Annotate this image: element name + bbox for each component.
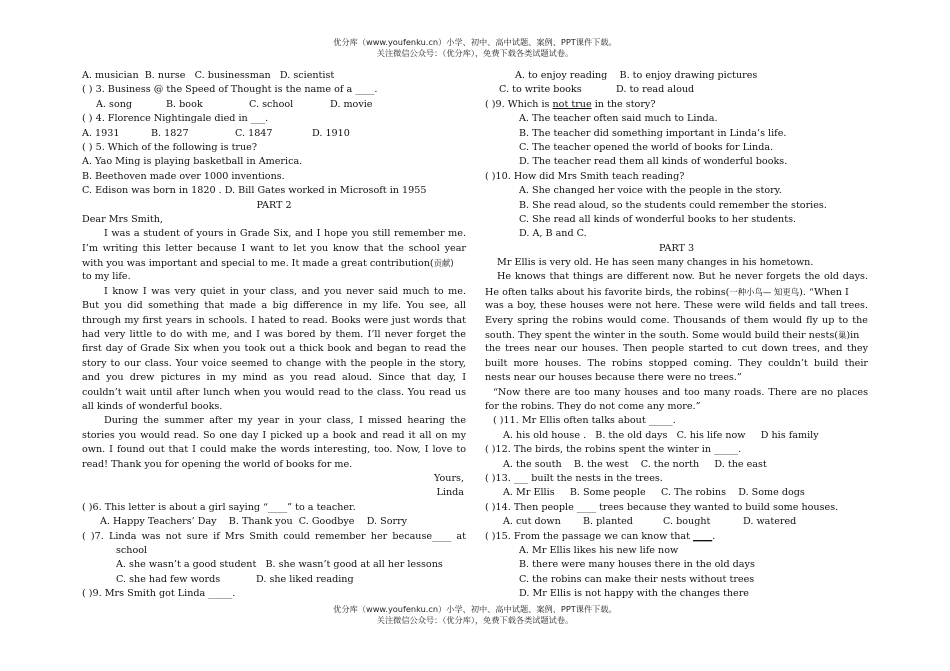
q8-option-d: D. to read aloud xyxy=(616,84,695,96)
left-column xyxy=(82,69,466,601)
q15-blank: ____ xyxy=(693,530,713,542)
q9-stem-underlined: not true xyxy=(552,98,592,110)
q2-option-a: A. musician xyxy=(82,70,139,81)
header-line-2: 关注微信公众号：（优分库），免费下载各类试题试卷。 xyxy=(376,48,574,58)
q14-options xyxy=(485,515,868,529)
letter-p1-line-3 xyxy=(82,256,466,270)
passage-p2-line-5-text: south. They spent the winter in the south. Some would build their nests( xyxy=(485,330,838,342)
q11-option-a: A. his old house . xyxy=(503,429,587,441)
letter-p1-line-3-text: with you was important and special to me. It made a great contribution( xyxy=(82,258,434,270)
letter-p2-line-1: I know I was very quiet in your class, and you never said much to me. xyxy=(104,285,466,297)
q7-option-a: A. she wasn’t a good student xyxy=(116,559,257,571)
q3-stem: ( ) 3. Business @ the Speed of Thought is the name of a ____. xyxy=(82,84,378,96)
q4-option-a: A. 1931 xyxy=(82,127,120,139)
q12-option-b: B. the west xyxy=(573,458,629,470)
q5-option-a: A. Yao Ming is playing basketball in America. xyxy=(82,156,303,168)
q4-stem: ( ) 4. Florence Nightingale died in ___. xyxy=(82,113,269,125)
q6-option-a: A. Happy Teachers’ Day xyxy=(100,516,217,528)
page-footer xyxy=(0,604,950,626)
letter-p2-line-9: all kinds of wonderful books. xyxy=(82,400,223,412)
q5-stem: ( ) 5. Which of the following is true? xyxy=(82,141,258,153)
passage-p2-line-8: nests near our houses because there were no trees.” xyxy=(485,372,742,384)
q8-stem: ( )9. Mrs Smith got Linda _____. xyxy=(82,588,236,600)
q7-option-d: D. she liked reading xyxy=(256,573,354,585)
q6-option-d: D. Sorry xyxy=(366,516,408,528)
q7-options-cd xyxy=(82,573,466,587)
letter-p2-line-7: and you drew pictures in my mind as you read aloud. Since that day, I xyxy=(82,372,466,384)
passage-p3-line-1: “Now there are too many houses and too many roads. There are no places xyxy=(493,386,868,398)
q8-option-b: B. to enjoy drawing pictures xyxy=(619,70,758,81)
letter-p1-line-1: I was a student of yours in Grade Six, and I hope you still remember me. xyxy=(104,228,466,240)
q9-option-a: A. The teacher often said much to Linda. xyxy=(519,113,718,125)
q15-stem-pre: ( )15. From the passage we can know that xyxy=(485,530,694,542)
right-column xyxy=(485,69,868,601)
q15-stem-post: . xyxy=(712,530,716,542)
letter-p3-line-4: read! Thank you for opening the world of books for me. xyxy=(82,458,353,470)
q12-option-d: D. the east xyxy=(714,458,767,470)
q7-option-b: B. she wasn’t good at all her lessons xyxy=(265,559,443,571)
letter-p2-line-5: first day of Grade Six when you took out a thick book and began to read the xyxy=(82,343,466,355)
contribution-gloss: 贡献) xyxy=(433,258,454,269)
passage-p2-line-5 xyxy=(485,328,868,342)
letter-p1-line-4: to my life. xyxy=(82,271,131,283)
q13-option-c: C. The robins xyxy=(660,487,727,499)
passage-p1: Mr Ellis is very old. He has seen many changes in his hometown. xyxy=(497,257,814,269)
q12-option-a: A. the south xyxy=(503,458,562,470)
q6-option-b: B. Thank you xyxy=(228,516,293,528)
q3-option-b: B. book xyxy=(166,98,203,110)
letter-p2-line-8: couldn’t wait until after lunch when you would read to the class. You read us xyxy=(82,386,466,398)
passage-p2-line-5-tail: )in xyxy=(846,330,860,342)
q8-options-cd xyxy=(485,83,868,97)
q13-options xyxy=(485,486,868,500)
q8-option-c: C. to write books xyxy=(499,84,582,96)
q14-option-d: D. watered xyxy=(743,516,797,528)
q8-option-a: A. to enjoy reading xyxy=(515,70,608,81)
q13-option-d: D. Some dogs xyxy=(738,487,805,499)
letter-p1-line-2: I’m writing this letter because I want to let you know that the school year xyxy=(82,242,466,254)
passage-p2-line-2-tail: ). “When I xyxy=(799,286,849,298)
q15-option-d: D. Mr Ellis is not happy with the changes there xyxy=(519,588,749,600)
q10-option-c: C. She read all kinds of wonderful books to her students. xyxy=(519,213,797,225)
q6-option-c: C. Goodbye xyxy=(298,516,355,528)
robin-gloss: 一种小鸟— 知更鸟 xyxy=(729,286,800,297)
q2-option-c: C. businessman xyxy=(194,70,271,81)
letter-p2-line-6: story to our class. Your voice seemed to change with the people in the story, xyxy=(82,357,466,369)
q10-option-b: B. She read aloud, so the students could remember the stories. xyxy=(519,199,827,211)
footer-line-1: 优分库（www.youfenku.cn）小学、初中、高中试题、案例、PPT课件下载。 xyxy=(333,604,617,614)
q10-option-d: D. A, B and C. xyxy=(519,228,587,240)
q3-option-d: D. movie xyxy=(330,98,373,110)
q10-stem: ( )10. How did Mrs Smith teach reading? xyxy=(485,170,685,182)
q7-stem: ( )7. Linda was not sure if Mrs Smith could remember her because____ at xyxy=(82,530,466,542)
q14-option-c: C. bought xyxy=(663,516,711,528)
q7-stem-cont: school xyxy=(116,544,148,556)
passage-p2-line-6: the trees near our houses. Then people started to cut down trees, and they xyxy=(485,343,868,355)
passage-p3-line-2: for the robins. They do not come any more.” xyxy=(485,400,701,412)
passage-p2-line-2-text: He often talks about his favorite birds, the robins( xyxy=(485,286,730,298)
q11-options xyxy=(485,429,868,443)
q9-option-c: C. The teacher opened the world of books for Linda. xyxy=(519,141,774,153)
q4-options xyxy=(82,127,466,141)
q6-stem: ( )6. This letter is about a girl saying “____” to a teacher. xyxy=(82,501,356,513)
passage-p2-line-3: was a boy, these houses were not here. These were wild fields and tall trees. xyxy=(485,300,868,312)
passage-p2-line-2 xyxy=(485,285,868,299)
q3-option-c: C. school xyxy=(249,98,294,110)
q5-option-cd: C. Edison was born in 1820 . D. Bill Gates worked in Microsoft in 1955 xyxy=(82,185,427,197)
q11-stem: ( )11. Mr Ellis often talks about _____. xyxy=(493,415,676,427)
letter-greeting: Dear Mrs Smith, xyxy=(82,213,163,225)
q15-option-c: C. the robins can make their nests without trees xyxy=(519,573,755,585)
header-line-1: 优分库（www.youfenku.cn）小学、初中、高中试题、案例、PPT课件下载。 xyxy=(333,37,617,47)
letter-p2-line-4: had very little to do with me, and I was bored by them. I’ll never forget the xyxy=(82,329,466,341)
q13-option-a: A. Mr Ellis xyxy=(503,487,555,499)
q9-stem-pre: ( )9. Which is xyxy=(485,98,553,110)
q6-options xyxy=(82,515,466,529)
letter-p2-line-3: through my first years in schools. I hated to read. Books were just words that xyxy=(82,314,466,326)
part2-heading: PART 2 xyxy=(256,199,292,211)
q2-option-d: D. scientist xyxy=(279,70,335,81)
q9-stem-post: in the story? xyxy=(591,98,656,110)
q4-option-c: C. 1847 xyxy=(235,127,273,139)
nest-gloss: 巢 xyxy=(837,330,847,341)
letter-p3-line-2: stories you would read. So one day I picked up a book and read it all on my xyxy=(82,429,466,441)
q11-option-c: C. his life now xyxy=(676,429,746,441)
part3-heading: PART 3 xyxy=(658,242,695,254)
q9-stem xyxy=(485,98,868,112)
q15-option-b: B. there were many houses there in the old days xyxy=(519,559,755,571)
q12-option-c: C. the north xyxy=(640,458,700,470)
q15-option-a: A. Mr Ellis likes his new life now xyxy=(519,544,679,556)
q14-option-b: B. planted xyxy=(583,516,633,528)
q12-stem: ( )12. The birds, the robins spent the winter in _____. xyxy=(485,444,742,456)
q5-option-b: B. Beethoven made over 1000 inventions. xyxy=(82,170,285,182)
q9-option-d: D. The teacher read them all kinds of wonderful books. xyxy=(519,156,788,168)
passage-p2-line-1: He knows that things are different now. But he never forgets the old days. xyxy=(497,271,868,283)
q2-option-b: B. nurse xyxy=(144,70,186,81)
footer-line-2: 关注微信公众号：（优分库），免费下载各类试题试卷。 xyxy=(376,615,574,625)
q13-stem: ( )13. ___ built the nests in the trees. xyxy=(485,472,663,484)
q11-option-b: B. the old days xyxy=(595,429,668,441)
passage-p2-line-7: built more houses. The robins stopped coming. They couldn’t build their xyxy=(485,357,868,369)
q3-options xyxy=(82,98,466,112)
letter-closing: Yours, xyxy=(433,472,464,484)
letter-p3-line-1: During the summer after my year in your class, I missed hearing the xyxy=(104,415,466,427)
q11-option-d: D his family xyxy=(760,429,819,441)
passage-p2-line-4: Every spring the robins would come. Thousands of them would fly up to the xyxy=(485,314,868,326)
q2-options xyxy=(82,69,466,83)
q4-option-b: B. 1827 xyxy=(151,127,189,139)
letter-p2-line-2: But you did something that made a big difference in my life. You see, all xyxy=(82,300,466,312)
q15-stem xyxy=(485,530,868,544)
q3-option-a: A. song xyxy=(96,98,133,110)
q14-option-a: A. cut down xyxy=(503,516,561,528)
q4-option-d: D. 1910 xyxy=(312,127,350,139)
q8-options-ab xyxy=(485,69,868,83)
q13-option-b: B. Some people xyxy=(569,487,646,499)
letter-p3-line-3: own. I found out that I could make the words interesting, too. Now, I love to xyxy=(82,444,466,456)
q12-options xyxy=(485,458,868,472)
letter-signature: Linda xyxy=(436,487,464,499)
q7-options-ab xyxy=(82,558,466,572)
q7-option-c: C. she had few words xyxy=(116,573,221,585)
q14-stem: ( )14. Then people ____ trees because they wanted to build some houses. xyxy=(485,501,839,513)
q10-option-a: A. She changed her voice with the people in the story. xyxy=(519,185,782,197)
q9-option-b: B. The teacher did something important in Linda’s life. xyxy=(519,127,787,139)
page-header xyxy=(0,37,950,59)
